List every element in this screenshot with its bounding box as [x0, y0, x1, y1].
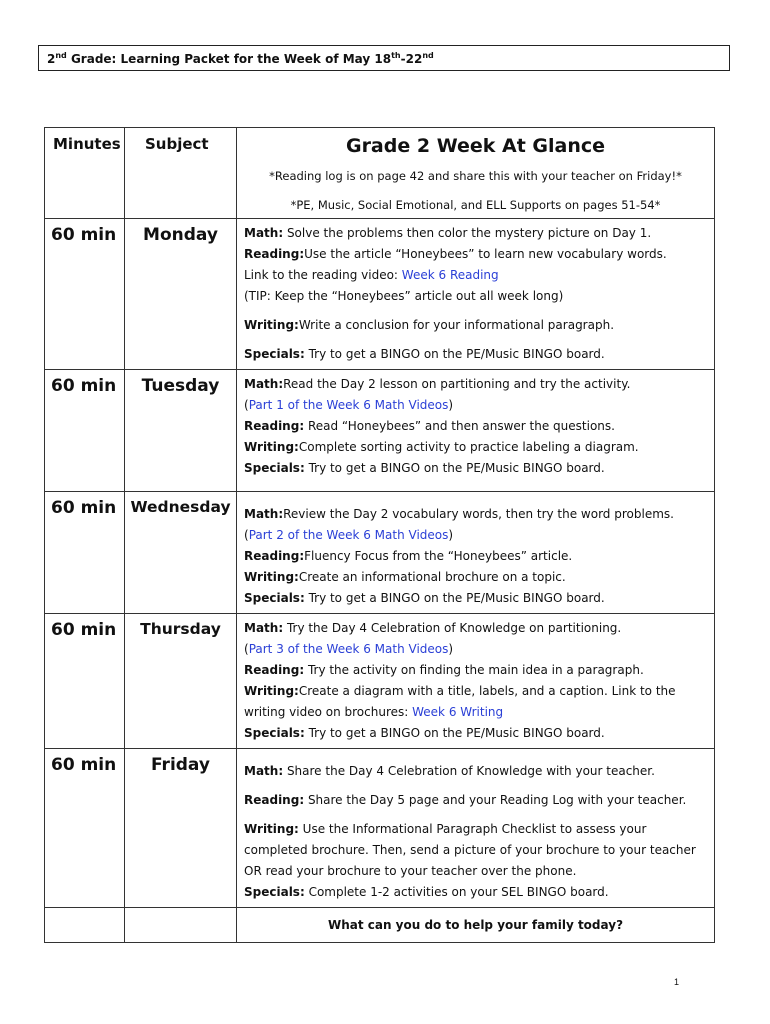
week6-writing-link[interactable]: Week 6 Writing	[412, 705, 504, 719]
math-task: Math: Try the Day 4 Celebration of Knowledge on partitioning.	[244, 621, 622, 635]
table-row	[45, 614, 715, 749]
plan-cell-friday	[237, 749, 715, 908]
minutes-cell: 60 min	[45, 492, 125, 614]
math-task: Math: Solve the problems then color the mystery picture on Day 1.	[244, 226, 652, 240]
page-number: 1	[674, 977, 680, 987]
header-text: Grade: Learning Packet for the Week of May 18	[66, 52, 392, 66]
writing-task: Writing:Complete sorting activity to practice labeling a diagram.	[244, 440, 639, 454]
week-at-glance-table	[44, 127, 715, 943]
family-question: What can you do to help your family today?	[237, 908, 715, 943]
day-cell-tuesday: Tuesday	[125, 370, 237, 492]
table-row	[45, 492, 715, 614]
header-grade-suffix: nd	[55, 51, 67, 60]
plan-cell-wednesday	[237, 492, 715, 614]
plan-cell-tuesday	[237, 370, 715, 492]
writing-task: Writing: Use the Informational Paragraph Checklist to assess your completed brochure. Then, send a picture of your brochure to your teacher OR read your brochure to your teacher over the phone.	[244, 822, 696, 878]
reading-video-link-line: Link to the reading video: Week 6 Reading	[244, 268, 499, 282]
specials-task: Specials: Try to get a BINGO on the PE/Music BINGO board.	[244, 591, 605, 605]
math-video-line: (Part 2 of the Week 6 Math Videos)	[244, 528, 454, 542]
minutes-cell: 60 min	[45, 370, 125, 492]
tip-note: (TIP: Keep the “Honeybees” article out all week long)	[244, 289, 564, 303]
day-cell-monday: Monday	[125, 219, 237, 370]
plan-cell-thursday	[237, 614, 715, 749]
minutes-cell: 60 min	[45, 219, 125, 370]
writing-task: Writing:Create a diagram with a title, labels, and a caption. Link to the writing video on brochures: Week 6 Writing	[244, 684, 676, 719]
minutes-header-cell	[45, 128, 125, 219]
reading-task: Reading: Share the Day 5 page and your Reading Log with your teacher.	[244, 793, 687, 807]
writing-task: Writing:Create an informational brochure on a topic.	[244, 570, 566, 584]
subject-header: Subject	[145, 135, 209, 153]
specials-task: Specials: Try to get a BINGO on the PE/Music BINGO board.	[244, 726, 605, 740]
minutes-cell: 60 min	[45, 749, 125, 908]
empty-cell	[125, 908, 237, 943]
packet-header	[38, 45, 730, 71]
header-end-suffix: nd	[422, 51, 434, 60]
specials-task: Specials: Complete 1-2 activities on your SEL BINGO board.	[244, 885, 609, 899]
reading-task: Reading:Use the article “Honeybees” to learn new vocabulary words.	[244, 247, 667, 261]
table-row	[45, 749, 715, 908]
supports-note: *PE, Music, Social Emotional, and ELL Supports on pages 51-54*	[290, 198, 661, 212]
reading-task: Reading: Read “Honeybees” and then answer the questions.	[244, 419, 615, 433]
math-video-part2-link[interactable]: Part 2 of the Week 6 Math Videos	[248, 528, 449, 542]
day-cell-thursday: Thursday	[125, 614, 237, 749]
math-video-part1-link[interactable]: Part 1 of the Week 6 Math Videos	[248, 398, 449, 412]
plan-cell-monday	[237, 219, 715, 370]
title-cell	[237, 128, 715, 219]
math-video-line: (Part 3 of the Week 6 Math Videos)	[244, 642, 454, 656]
specials-task: Specials: Try to get a BINGO on the PE/Music BINGO board.	[244, 461, 605, 475]
table-row	[45, 219, 715, 370]
subject-header-cell	[125, 128, 237, 219]
day-cell-friday: Friday	[125, 749, 237, 908]
math-task: Math:Read the Day 2 lesson on partitioning and try the activity.	[244, 377, 631, 391]
reading-log-note: *Reading log is on page 42 and share this with your teacher on Friday!*	[269, 169, 682, 183]
reading-task: Reading:Fluency Focus from the “Honeybees” article.	[244, 549, 573, 563]
math-video-line: (Part 1 of the Week 6 Math Videos)	[244, 398, 454, 412]
table-header-row	[45, 128, 715, 219]
family-row	[45, 908, 715, 943]
writing-task: Writing:Write a conclusion for your informational paragraph.	[244, 318, 615, 332]
header-date-end: -22	[400, 52, 423, 66]
specials-task: Specials: Try to get a BINGO on the PE/Music BINGO board.	[244, 347, 605, 361]
math-task: Math: Share the Day 4 Celebration of Knowledge with your teacher.	[244, 764, 655, 778]
header-grade: 2	[47, 52, 56, 66]
day-cell-wednesday: Wednesday	[125, 492, 237, 614]
table-row	[45, 370, 715, 492]
header-date-suffix: th	[391, 51, 401, 60]
reading-task: Reading: Try the activity on finding the main idea in a paragraph.	[244, 663, 644, 677]
empty-cell	[45, 908, 125, 943]
minutes-header: Minutes	[53, 135, 121, 153]
math-task: Math:Review the Day 2 vocabulary words, then try the word problems.	[244, 507, 674, 521]
week6-reading-link[interactable]: Week 6 Reading	[401, 268, 499, 282]
math-video-part3-link[interactable]: Part 3 of the Week 6 Math Videos	[248, 642, 449, 656]
glance-title: Grade 2 Week At Glance	[345, 135, 606, 157]
minutes-cell: 60 min	[45, 614, 125, 749]
